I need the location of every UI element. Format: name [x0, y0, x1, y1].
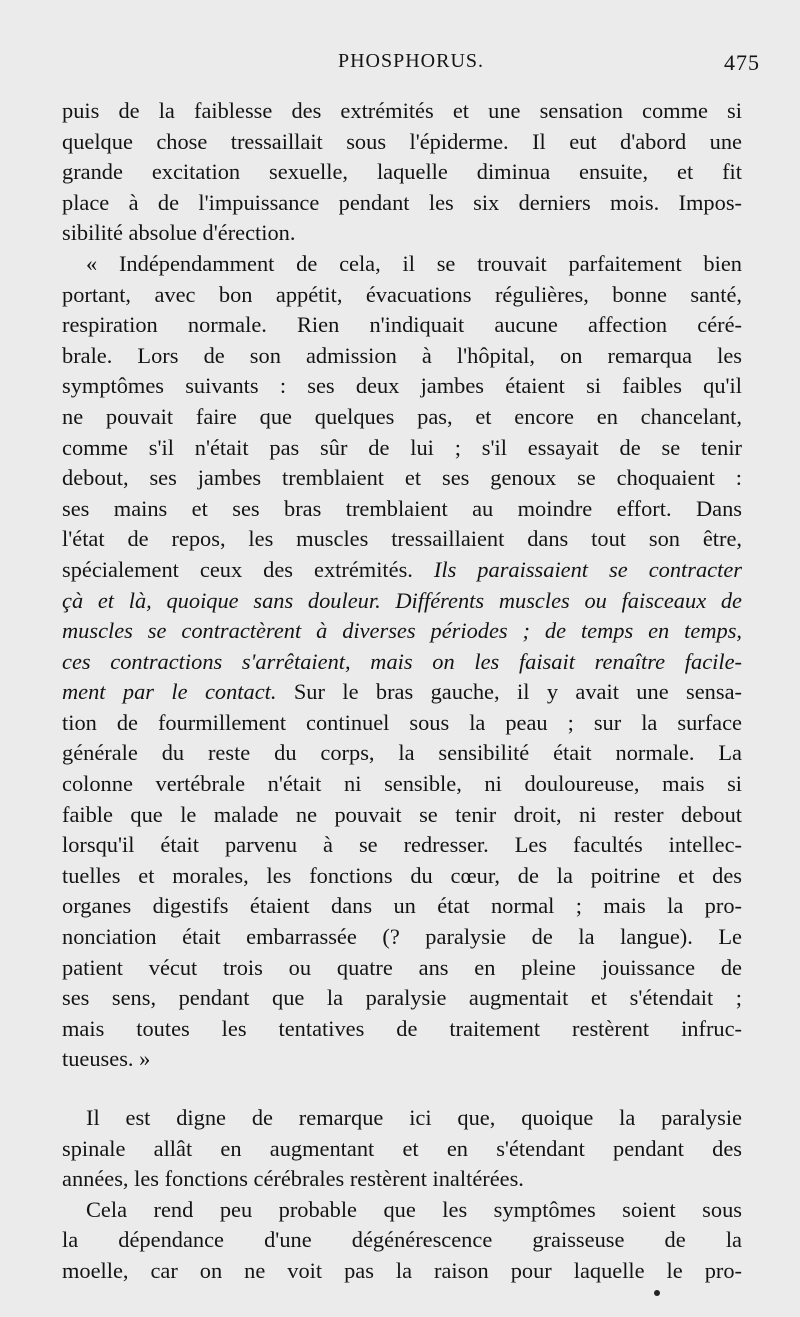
text-line: l'état de repos, les muscles tressaillaient dans tout son être,: [62, 526, 742, 552]
page-number: 475: [724, 50, 760, 75]
text-line: mais toutes les tentatives de traitement restèrent infruc-: [62, 1015, 742, 1041]
text-line: tueuses. »: [62, 1046, 151, 1072]
text-line: ses mains et ses bras tremblaient au moindre effort. Dans: [62, 495, 742, 521]
text-line: spinale allât en augmentant et en s'étendant pendant des: [62, 1135, 742, 1161]
text-line: ses sens, pendant que la paralysie augmentait et s'étendait ;: [62, 985, 742, 1011]
text-line: Cela rend peu probable que les symptômes soient sous: [86, 1196, 742, 1222]
italic-line: ces contractions s'arrêtaient, mais on les faisait renaître facile-: [62, 648, 742, 674]
text-line: tuelles et morales, les fonctions du cœur, de la poitrine et des: [62, 862, 742, 888]
running-title: PHOSPHORUS.: [337, 50, 485, 72]
text-line: place à de l'impuissance pendant les six derniers mois. Impos-: [62, 189, 742, 215]
text-line: moelle, car on ne voit pas la raison pour laquelle le pro-: [62, 1257, 742, 1283]
text-line: portant, avec bon appétit, évacuations régulières, bonne santé,: [62, 281, 742, 307]
text-line: symptômes suivants : ses deux jambes étaient si faibles qu'il: [62, 373, 742, 399]
text-line: debout, ses jambes tremblaient et ses genoux se choquaient :: [62, 465, 742, 491]
text-line: la dépendance d'une dégénérescence graisseuse de la: [62, 1227, 742, 1253]
text-line: quelque chose tressaillait sous l'épiderme. Il eut d'abord une: [62, 128, 742, 154]
text-line: brale. Lors de son admission à l'hôpital, on remarqua les: [62, 342, 742, 368]
text-line: Il est digne de remarque ici que, quoique la paralysie: [86, 1105, 742, 1130]
text-line: grande excitation sexuelle, laquelle diminua ensuite, et fit: [62, 159, 742, 185]
text-line: organes digestifs étaient dans un état normal ; mais la pro-: [62, 893, 742, 919]
text-line: « Indépendamment de cela, il se trouvait parfaitement bien: [86, 250, 742, 276]
text-line: lorsqu'il était parvenu à se redresser. Les facultés intellec-: [62, 832, 742, 858]
italic-segment: ment par le contact.: [62, 679, 277, 705]
text-line: sibilité absolue d'érection.: [62, 220, 296, 246]
body-text: [62, 96, 742, 1287]
text-line: ne pouvait faire que quelques pas, et encore en chancelant,: [62, 403, 742, 429]
ink-speck: [654, 1290, 660, 1296]
text-line: patient vécut trois ou quatre ans en pleine jouissance de: [62, 954, 742, 980]
text-line: faible que le malade ne pouvait se tenir droit, ni rester debout: [62, 801, 742, 827]
text-segment: Sur le bras gauche, il y avait une sensa-: [293, 679, 742, 705]
text-line: années, les fonctions cérébrales restèrent inaltérées.: [62, 1166, 524, 1192]
italic-line: çà et là, quoique sans douleur. Différents muscles ou faisceaux de: [62, 587, 742, 613]
text-line: puis de la faiblesse des extrémités et une sensation comme si: [62, 98, 742, 123]
italic-segment: Ils paraissaient se contracter: [433, 556, 742, 582]
text-segment: spécialement ceux des extrémités.: [62, 556, 413, 582]
italic-line: muscles se contractèrent à diverses périodes ; de temps en temps,: [62, 618, 742, 644]
text-line: comme s'il n'était pas sûr de lui ; s'il essayait de se tenir: [62, 434, 742, 460]
text-line-mixed: [62, 677, 742, 708]
text-line: nonciation était embarrassée (? paralysie de la langue). Le: [62, 924, 742, 950]
text-line: colonne vertébrale n'était ni sensible, ni douloureuse, mais si: [62, 771, 742, 797]
page-header: [62, 50, 760, 84]
paragraph-gap: [62, 1075, 742, 1103]
text-line-mixed: [62, 555, 742, 586]
text-line: respiration normale. Rien n'indiquait aucune affection céré-: [62, 312, 742, 338]
text-line: générale du reste du corps, la sensibilité était normale. La: [62, 740, 742, 766]
text-line: tion de fourmillement continuel sous la peau ; sur la surface: [62, 709, 742, 735]
